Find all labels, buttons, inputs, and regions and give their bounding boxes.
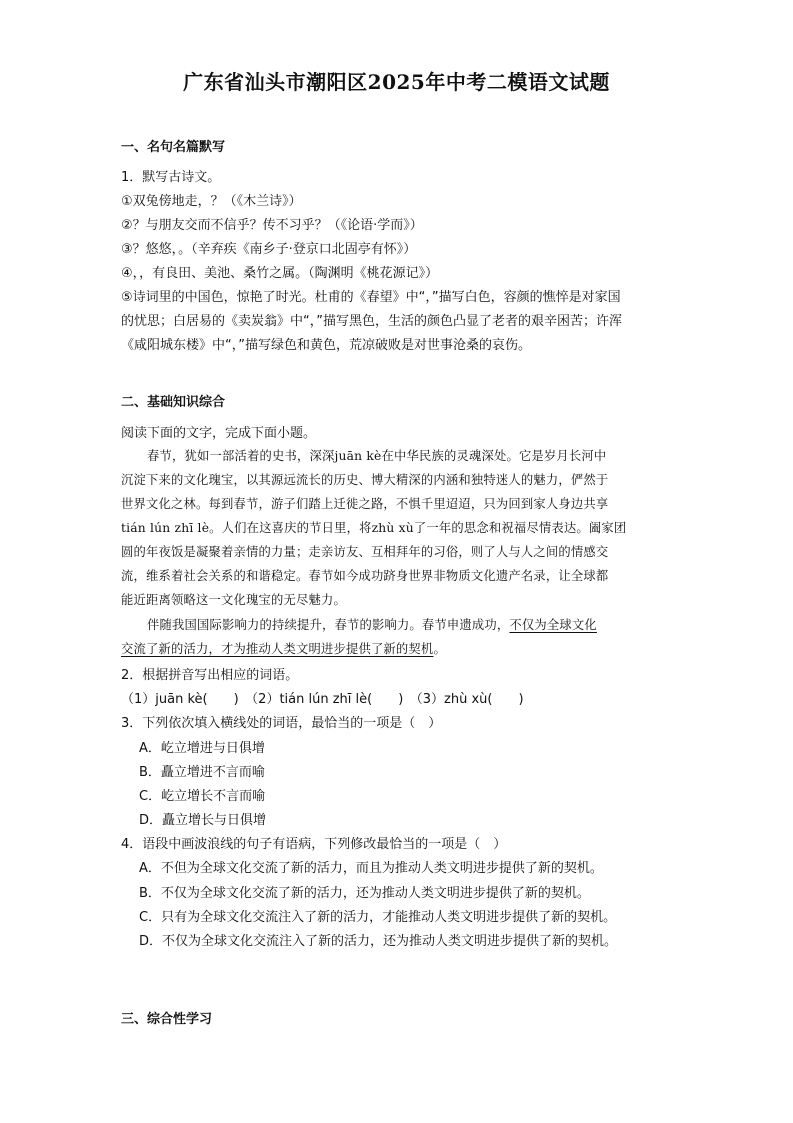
passage-para2-line1	[147, 615, 692, 633]
section1-heading: 一、名句名篇默写	[121, 140, 226, 155]
page-title: 广东省汕头市潮阳区2025年中考二模语文试题	[183, 70, 610, 94]
q4-stem: 4．语段中画波浪线的句子有语病，下列修改最恰当的一项是（ ）	[121, 837, 507, 852]
section2-heading: 二、基础知识综合	[121, 395, 226, 410]
q1-stem: 1．默写古诗文。	[121, 170, 221, 185]
q4-option-b: B．不仅为全球文化交流了新的活力，还为推动人类文明进步提供了新的契机。	[139, 886, 590, 901]
q3-option-d: D．矗立增长与日俱增	[139, 813, 267, 828]
passage-line: 世界文化之林。每到春节，游子们踏上迁徙之路，不惧千里迢迢，只为回到家人身边共享	[121, 497, 609, 511]
q1-line-1: ①双兔傍地走，？（《木兰诗》）	[121, 194, 302, 209]
passage-line: 沉淀下来的文化瑰宝，以其源远流长的历史、博大精深的内涵和独特迷人的魅力，俨然于	[121, 473, 609, 487]
passage-line: 能近距离领略这一文化瑰宝的无尽魅力。	[121, 593, 346, 607]
q1-line-7: 《咸阳城东楼》中“，”描写绿色和黄色，荒凉破败是对世事沧桑的哀伤。	[121, 338, 531, 353]
wavy-sentence-part2: 交流了新的活力，才为推动人类文明进步提供了新的契机	[121, 642, 434, 656]
section3-heading: 三、综合性学习	[121, 1012, 213, 1027]
passage-para2-text: 伴随我国国际影响力的持续提升，春节的影响力。春节申遗成功，	[147, 618, 510, 632]
passage-line: 春节，犹如一部活着的史书，深深juān kè在中华民族的灵魂深处。它是岁月长河中	[147, 449, 607, 463]
q3-option-a: A．屹立增进与日俱增	[139, 741, 265, 756]
q4-option-a: A．不但为全球文化交流了新的活力，而且为推动人类文明进步提供了新的契机。	[139, 861, 603, 876]
wavy-sentence-part1: 不仅为全球文化	[509, 618, 597, 632]
q3-stem: 3．下列依次填入横线处的词语，最恰当的一项是（ ）	[121, 716, 442, 731]
passage-para2-end: 。	[433, 642, 446, 656]
passage-line: 流，维系着社会关系的和谐稳定。春节如今成功跻身世界非物质文化遗产名录，让全球都	[121, 569, 609, 583]
q2-stem: 2．根据拼音写出相应的词语。	[121, 668, 299, 683]
passage-para2-line2	[121, 639, 666, 657]
q4-option-c: C．只有为全球文化交流注入了新的活力，才能推动人类文明进步提供了新的契机。	[139, 910, 617, 925]
q3-option-c: C．屹立增长不言而喻	[139, 789, 266, 804]
passage-line: tián lún zhī lè。人们在这喜庆的节日里，将zhù xù了一年的思念和祝福尽情表达。阖家团	[121, 521, 627, 535]
q1-line-3: ③？悠悠，。（辛弃疾《南乡子·登京口北固亭有怀》）	[121, 242, 417, 257]
q1-line-5: ⑤诗词里的中国色，惊艳了时光。杜甫的《春望》中“，”描写白色，容颜的憔悴是对家国	[121, 290, 621, 305]
q1-line-6: 的忧思；白居易的《卖炭翁》中“，”描写黑色，生活的颜色凸显了老者的艰辛困苦；许浑	[121, 314, 622, 329]
q1-line-2: ②？与朋友交而不信乎？传不习乎？（《论语·学而》）	[121, 218, 423, 233]
q4-option-d: D．不仅为全球文化交流注入了新的活力，还为推动人类文明进步提供了新的契机。	[139, 934, 618, 949]
q2-items: （1）juān kè( ) （2）tián lún zhī lè( ) （3）zhù xù( )	[121, 692, 524, 707]
q3-option-b: B．矗立增进不言而喻	[139, 765, 265, 780]
passage-line: 圆的年夜饭是凝聚着亲情的力量；走亲访友、互相拜年的习俗，则了人与人之间的情感交	[121, 545, 609, 559]
q1-line-4: ④，，有良田、美池、桑竹之属。（陶渊明《桃花源记》）	[121, 266, 439, 281]
reading-intro: 阅读下面的文字，完成下面小题。	[121, 426, 317, 441]
